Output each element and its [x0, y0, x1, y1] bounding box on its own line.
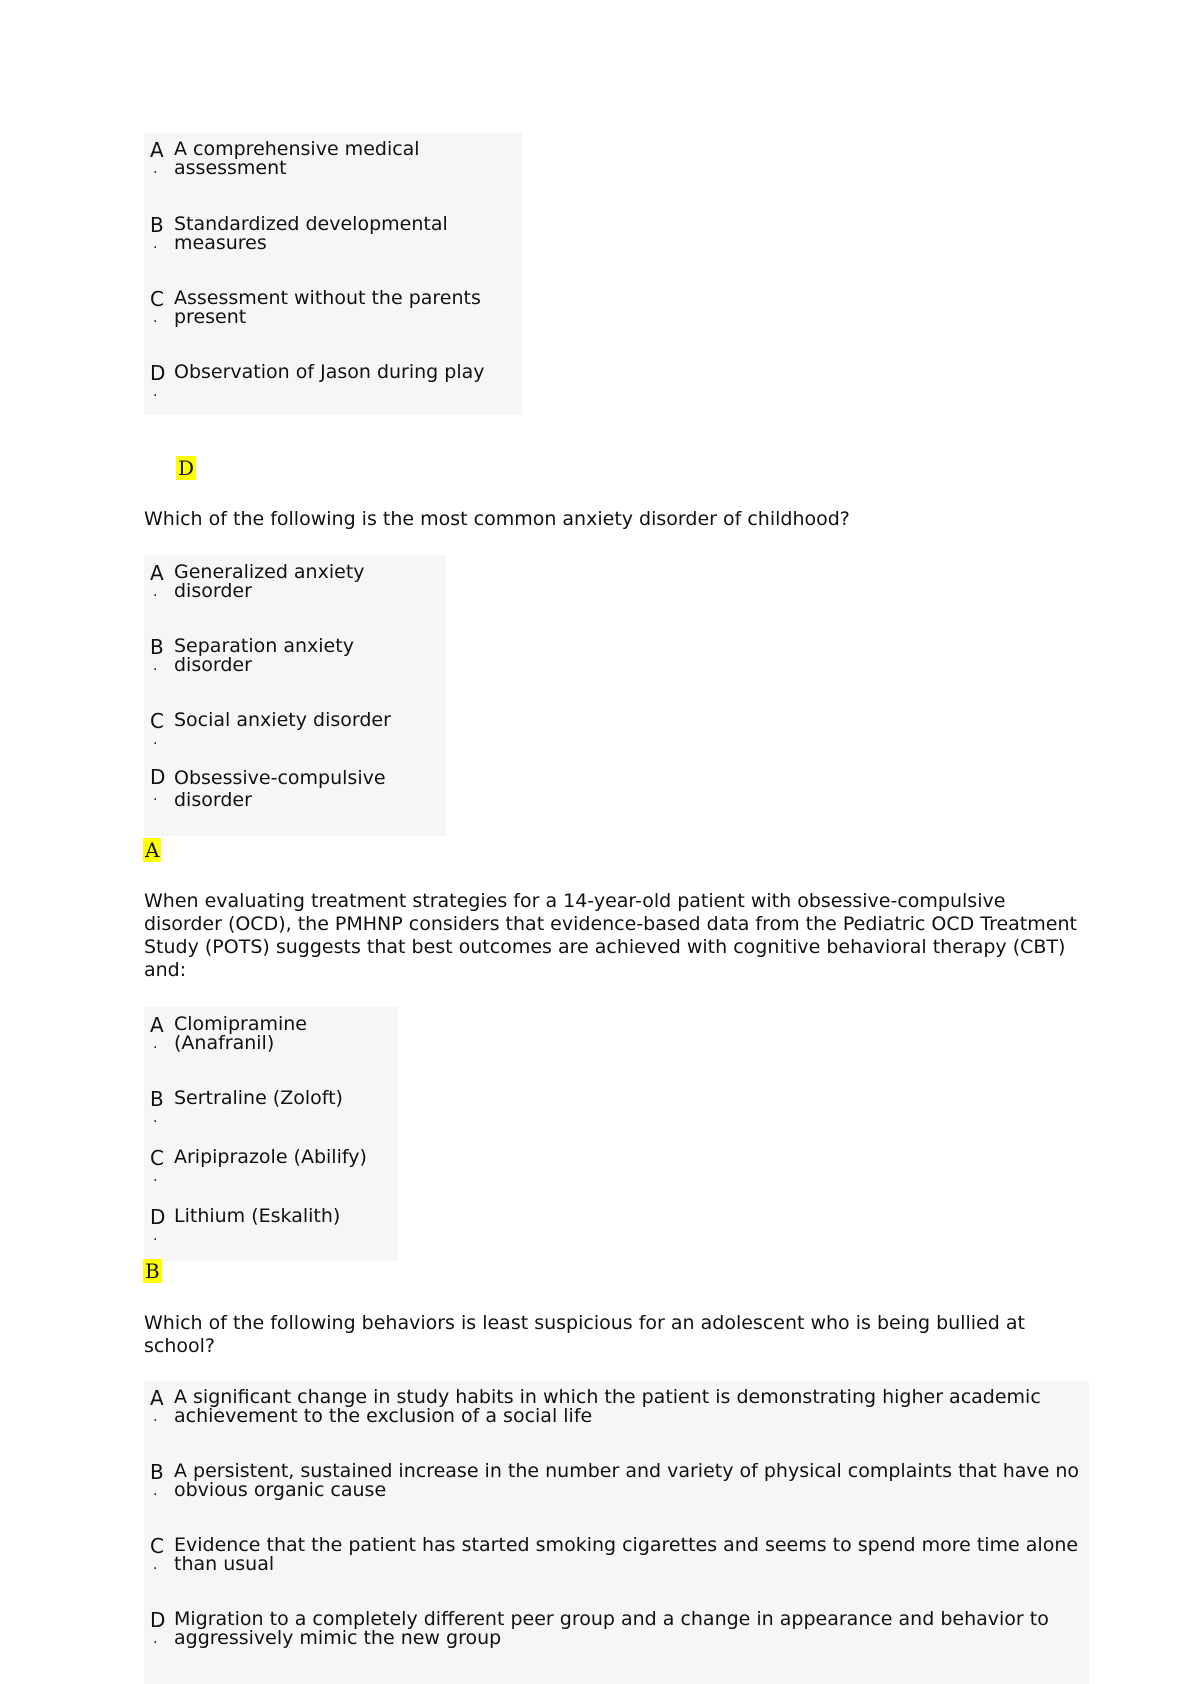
- option-letter: A: [150, 1013, 164, 1037]
- option-dot: .: [153, 658, 158, 674]
- option-dot: .: [153, 732, 158, 748]
- question4-options: [144, 1381, 1089, 1684]
- option-letter: B: [150, 213, 164, 237]
- option-dot: .: [153, 1631, 158, 1647]
- option-text: Lithium (Eskalith): [174, 1205, 341, 1227]
- question1-options: [144, 133, 522, 415]
- option-dot: .: [153, 1228, 158, 1244]
- option-text: Aripiprazole (Abilify): [174, 1146, 367, 1168]
- answer-highlight: B: [145, 1259, 160, 1283]
- option-letter: C: [150, 709, 164, 733]
- option-text: A significant change in study habits in which the patient is demonstrating higher academic achievement to the exclusion of a social life: [174, 1386, 1041, 1427]
- option-text: Clomipramine (Anafranil): [174, 1013, 307, 1054]
- option-text: Standardized developmental measures: [174, 213, 448, 254]
- option-letter: B: [150, 635, 164, 659]
- option-text: Social anxiety disorder: [174, 709, 391, 731]
- option-letter: A: [150, 561, 164, 585]
- option-dot: .: [153, 1169, 158, 1185]
- option-dot: .: [153, 310, 158, 326]
- option-text: Generalized anxiety disorder: [174, 561, 365, 602]
- option-text: A comprehensive medical assessment: [174, 138, 420, 179]
- option-dot: .: [153, 1036, 158, 1052]
- option-dot: .: [153, 1409, 158, 1425]
- answer-highlight: D: [178, 456, 195, 480]
- option-text: Obsessive-compulsive disorder: [174, 767, 386, 811]
- option-dot: .: [153, 161, 158, 177]
- question2-options: [144, 555, 446, 836]
- option-dot: .: [153, 384, 158, 400]
- option-letter: C: [150, 287, 164, 311]
- option-text: Migration to a completely different peer group and a change in appearance and behavior to aggressively mimic the new group: [174, 1608, 1049, 1649]
- option-text: Evidence that the patient has started smoking cigarettes and seems to spend more time alone than usual: [174, 1534, 1079, 1575]
- option-letter: C: [150, 1534, 164, 1558]
- option-letter: B: [150, 1460, 164, 1484]
- option-dot: .: [153, 584, 158, 600]
- option-letter: D: [150, 361, 166, 385]
- option-letter: D: [150, 1205, 166, 1229]
- option-dot: .: [153, 1557, 158, 1573]
- option-text: Separation anxiety disorder: [174, 635, 354, 676]
- option-letter: D: [150, 1608, 166, 1632]
- option-letter: A: [150, 1386, 164, 1410]
- option-dot: .: [153, 1483, 158, 1499]
- question-prompt: Which of the following is the most common anxiety disorder of childhood?: [144, 508, 850, 530]
- option-text: A persistent, sustained increase in the number and variety of physical complaints that have no obvious organic cause: [174, 1460, 1080, 1501]
- question3-options: [144, 1007, 398, 1261]
- answer-highlight: A: [145, 838, 160, 862]
- option-letter: A: [150, 138, 164, 162]
- option-letter: D: [150, 765, 166, 789]
- option-dot: .: [153, 236, 158, 252]
- option-letter: B: [150, 1087, 164, 1111]
- option-text: Sertraline (Zoloft): [174, 1087, 343, 1109]
- question-prompt: Which of the following behaviors is least suspicious for an adolescent who is being bullied at school?: [144, 1312, 1025, 1357]
- option-text: Observation of Jason during play: [174, 361, 485, 383]
- option-letter: C: [150, 1146, 164, 1170]
- question-prompt: When evaluating treatment strategies for a 14-year-old patient with obsessive-compulsive disorder (OCD), the PMHNP considers that evidence-based data from the Pediatric OCD Treatment Study (POTS) suggests that best outcomes are achieved with cognitive behavioral therapy (CBT) and:: [144, 890, 1077, 981]
- option-dot: .: [153, 1110, 158, 1126]
- option-dot: .: [153, 788, 158, 804]
- option-text: Assessment without the parents present: [174, 287, 481, 328]
